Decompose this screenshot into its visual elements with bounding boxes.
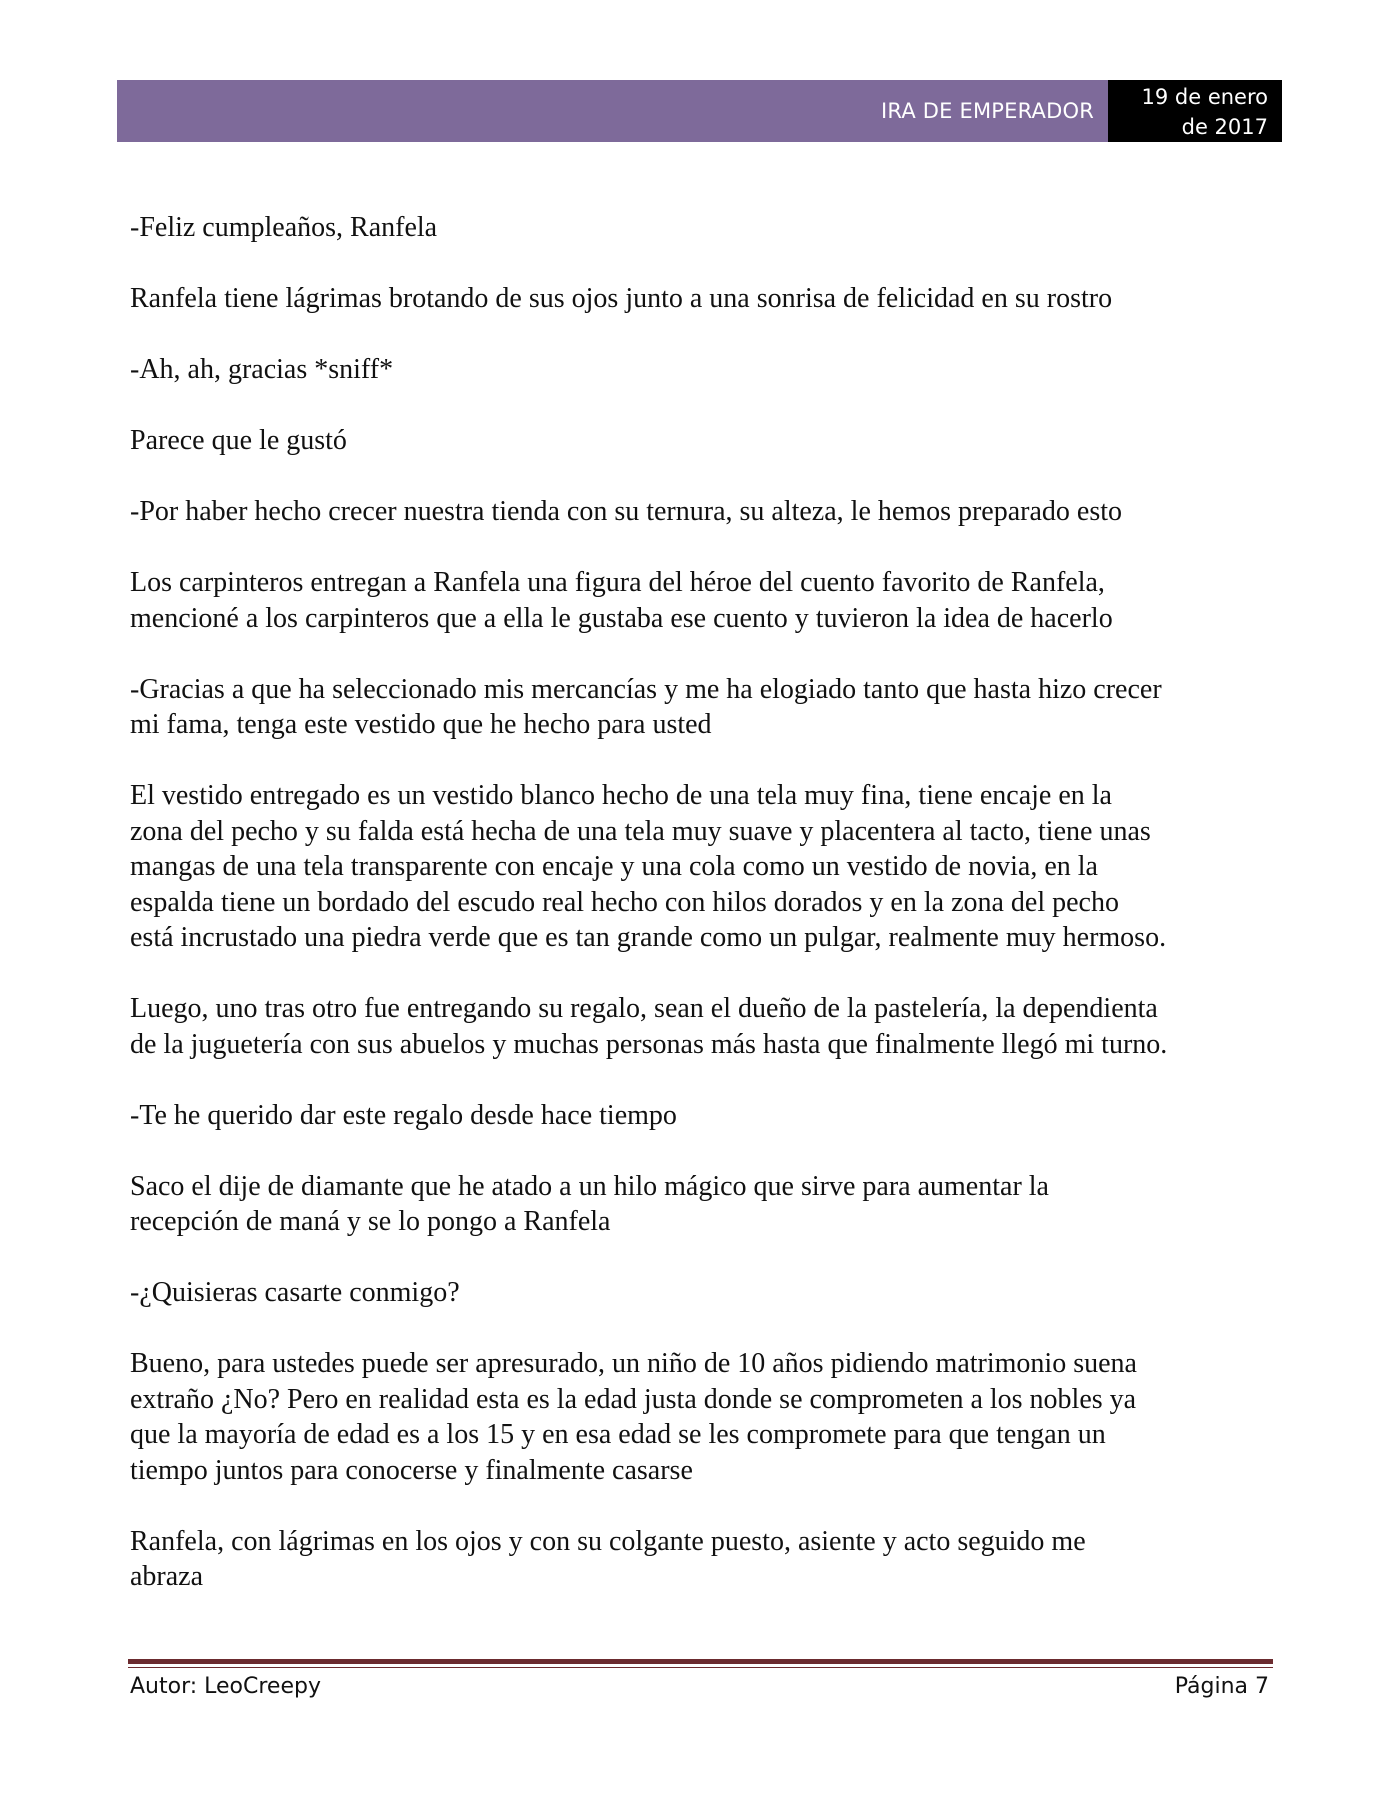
paragraph: El vestido entregado es un vestido blanco hecho de una tela muy fina, tiene encaje en la zona del pecho y su falda está hecha de una tela muy suave y placentera al tacto, tiene unas mangas de una tela transparente con encaje y una cola como un vestido de novia, en la espalda tiene un bordado del escudo real hecho con hilos dorados y en la zona del pecho está incrustado una piedra verde que es tan grande como un pulgar, realmente muy hermoso. bbox=[130, 780, 1167, 953]
header-date-line-2: de 2017 bbox=[1181, 115, 1268, 139]
document-title: IRA DE EMPERADOR bbox=[880, 99, 1094, 123]
paragraph: Luego, uno tras otro fue entregando su regalo, sean el dueño de la pastelería, la dependienta de la juguetería con sus abuelos y muchas personas más hasta que finalmente llegó mi turno. bbox=[130, 993, 1168, 1060]
paragraph: -Ah, ah, gracias *sniff* bbox=[130, 354, 394, 385]
paragraph: -¿Quisieras casarte conmigo? bbox=[130, 1277, 460, 1308]
footer-page-number: Página 7 bbox=[1174, 1674, 1269, 1699]
page-body bbox=[130, 210, 1282, 1630]
paragraph: -Gracias a que ha seleccionado mis mercancías y me ha elogiado tanto que hasta hizo crecer mi fama, tenga este vestido que he hecho para usted bbox=[130, 673, 1162, 740]
paragraph: Ranfela tiene lágrimas brotando de sus ojos junto a una sonrisa de felicidad en su rostro bbox=[130, 283, 1113, 314]
paragraph: -Por haber hecho crecer nuestra tienda con su ternura, su alteza, le hemos preparado esto bbox=[130, 496, 1123, 527]
paragraph: Saco el dije de diamante que he atado a un hilo mágico que sirve para aumentar la recepción de maná y se lo pongo a Ranfela bbox=[130, 1170, 1049, 1237]
footer-divider-thick bbox=[128, 1659, 1273, 1664]
footer-author: Autor: LeoCreepy bbox=[130, 1674, 321, 1699]
footer-divider-thin bbox=[128, 1667, 1273, 1668]
paragraph: -Feliz cumpleaños, Ranfela bbox=[130, 212, 438, 243]
paragraph: -Te he querido dar este regalo desde hace tiempo bbox=[130, 1099, 677, 1131]
header-bar bbox=[117, 80, 1108, 142]
paragraph: Los carpinteros entregan a Ranfela una figura del héroe del cuento favorito de Ranfela, mencioné a los carpinteros que a ella le gustaba ese cuento y tuvieron la idea de hacerlo bbox=[130, 567, 1113, 634]
paragraph: Ranfela, con lágrimas en los ojos y con su colgante puesto, asiente y acto seguido me abraza bbox=[130, 1525, 1086, 1592]
header-date-box bbox=[1108, 80, 1282, 142]
paragraph: Parece que le gustó bbox=[130, 425, 347, 456]
paragraph: Bueno, para ustedes puede ser apresurado, un niño de 10 años pidiendo matrimonio suena extraño ¿No? Pero en realidad esta es la edad justa donde se comprometen a los nobles ya que la mayoría de edad es a los 15 y en esa edad se les compromete para que tengan un tiempo juntos para conocerse y finalmente casarse bbox=[130, 1348, 1137, 1486]
header-date-line-1: 19 de enero bbox=[1141, 85, 1268, 109]
